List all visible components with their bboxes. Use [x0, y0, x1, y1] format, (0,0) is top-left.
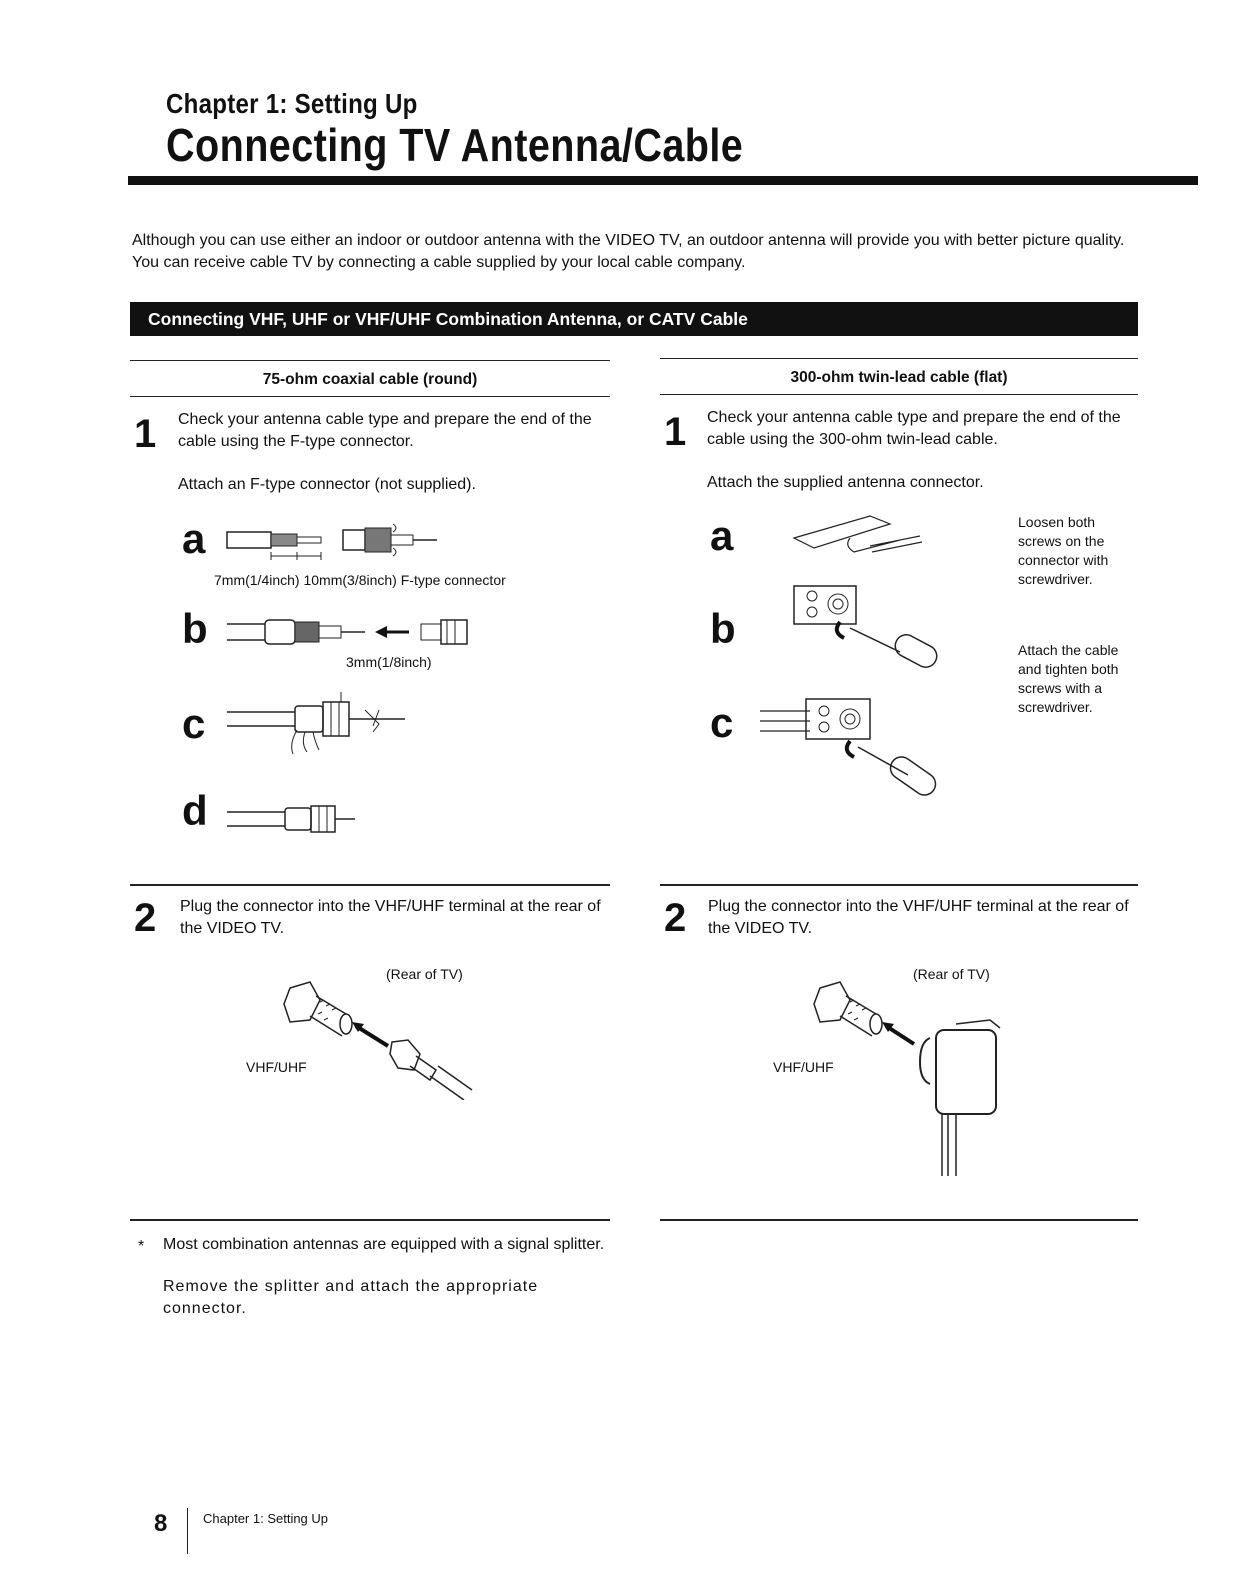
connector-screwdriver-illustration [790, 582, 940, 682]
twin-lead-cable-illustration [790, 510, 930, 570]
left-step1-number: 1 [134, 412, 157, 456]
right-step1-sub: Attach the supplied antenna connector. [707, 474, 984, 491]
right-terminal-connection-illustration [810, 980, 1010, 1180]
left-note-asterisk: * [138, 1238, 145, 1255]
left-rear-of-tv: (Rear of TV) [386, 966, 463, 982]
left-label-b: b [182, 605, 208, 652]
right-heading-rule [660, 394, 1138, 395]
coax-tighten-illustration [225, 690, 415, 755]
right-column-heading: 300-ohm twin-lead cable (flat) [790, 369, 1008, 386]
right-rear-of-tv: (Rear of TV) [913, 966, 990, 982]
right-top-rule [660, 358, 1138, 359]
left-step1-text: Check your antenna cable type and prepare the end of the cable using the F-type connector. [178, 411, 592, 450]
right-label-b: b [710, 605, 736, 652]
right-vhf-uhf-label: VHF/UHF [773, 1059, 834, 1075]
left-top-rule [130, 360, 610, 361]
left-note-rule [130, 1219, 610, 1221]
right-label-a: a [710, 512, 734, 559]
left-step2-rule [130, 884, 610, 886]
right-step2-number: 2 [664, 896, 687, 940]
left-terminal-connection-illustration [280, 980, 490, 1100]
right-note-a: Loosen both screws on the connector with screwdriver. [1018, 514, 1109, 587]
left-step1-sub: Attach an F-type connector (not supplied). [178, 476, 476, 493]
coax-stripped-illustration [225, 518, 455, 573]
right-step2-text: Plug the connector into the VHF/UHF terminal at the rear of the VIDEO TV. [708, 898, 1129, 937]
left-column-heading: 75-ohm coaxial cable (round) [262, 371, 478, 388]
page-title: Connecting TV Antenna/Cable [166, 119, 744, 171]
left-dim-a-caption: 7mm(1/4inch) 10mm(3/8inch) F-type connector [214, 572, 506, 588]
left-heading-rule [130, 396, 610, 397]
right-bottom-rule [660, 1219, 1138, 1221]
left-label-d: d [182, 787, 208, 834]
right-label-c: c [710, 699, 734, 746]
right-note-c: Attach the cable and tighten both screws with a screwdriver. [1018, 642, 1119, 715]
footer-chapter: Chapter 1: Setting Up [203, 1511, 329, 1526]
left-label-a: a [182, 515, 206, 562]
connector-tighten-illustration [758, 695, 948, 805]
section-title-bar: Connecting VHF, UHF or VHF/UHF Combination Antenna, or CATV Cable [130, 302, 1138, 336]
left-dim-b-caption: 3mm(1/8inch) [346, 654, 432, 670]
right-step1-text: Check your antenna cable type and prepare the end of the cable using the 300-ohm twin-lead cable. [707, 409, 1121, 448]
right-step1-number: 1 [664, 410, 687, 454]
right-step2-rule [660, 884, 1138, 886]
page-number: 8 [154, 1510, 168, 1537]
footer-divider [187, 1508, 188, 1554]
left-label-c: c [182, 700, 206, 747]
intro-paragraph: Although you can use either an indoor or outdoor antenna with the VIDEO TV, an outdoor antenna will provide you with better picture quality. You can receive cable TV by connecting a cable supplied by your local cable company. [132, 232, 1125, 271]
coax-crimp-illustration [225, 612, 475, 652]
chapter-label: Chapter 1: Setting Up [166, 88, 418, 119]
left-note-line2: Remove the splitter and attach the appropriate connector. [163, 1278, 539, 1317]
title-rule [128, 176, 1198, 185]
left-step2-text: Plug the connector into the VHF/UHF terminal at the rear of the VIDEO TV. [180, 898, 601, 937]
left-step2-number: 2 [134, 896, 157, 940]
coax-finished-illustration [225, 800, 365, 840]
left-vhf-uhf-label: VHF/UHF [246, 1059, 307, 1075]
left-note-line1: Most combination antennas are equipped with a signal splitter. [163, 1236, 605, 1253]
